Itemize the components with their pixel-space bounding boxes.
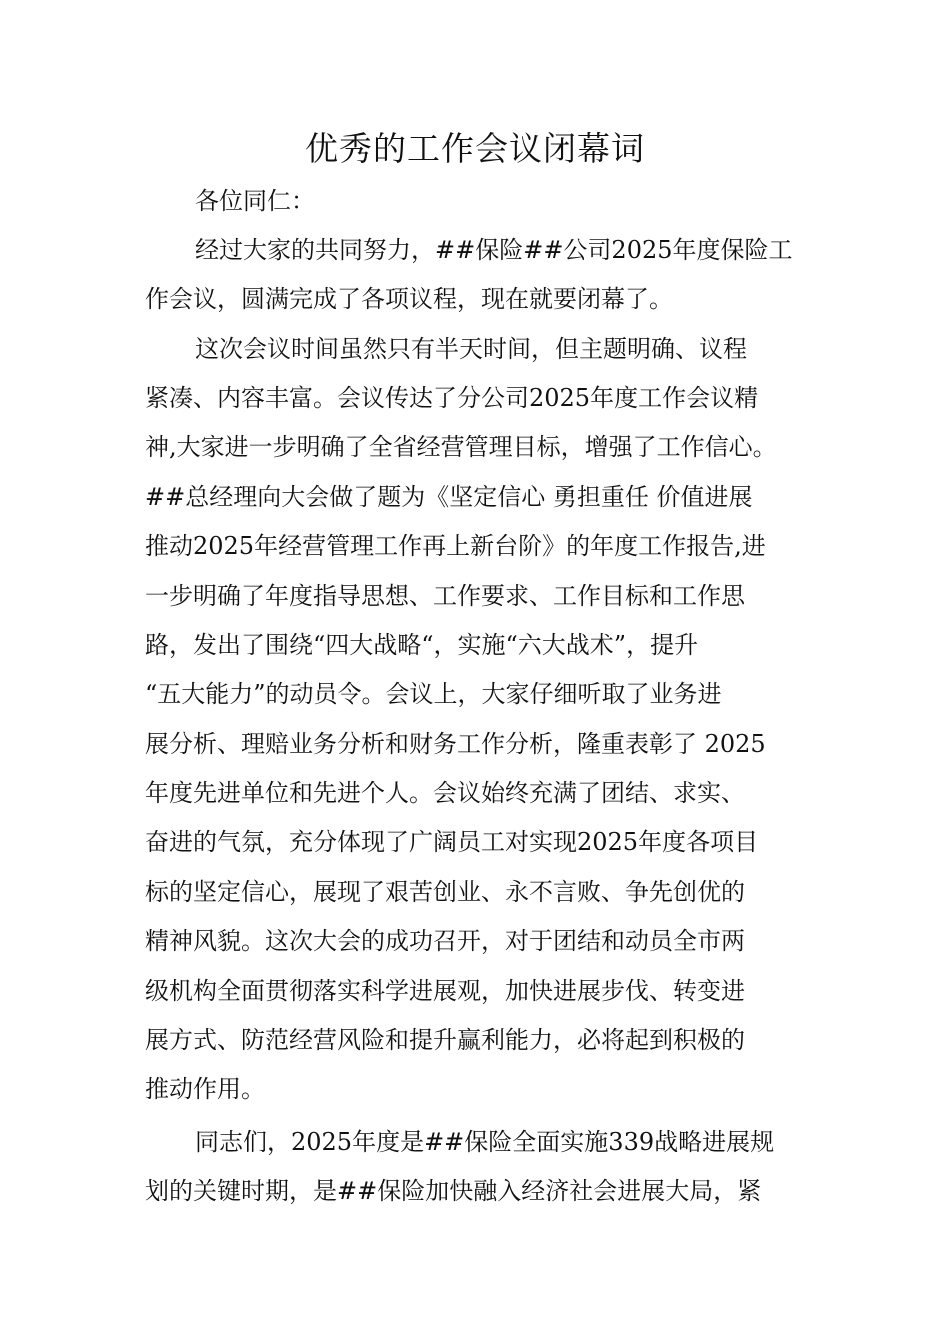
paragraph-line: 紧凑、内容丰富。会议传达了分公司2025年度工作会议精 — [145, 384, 759, 412]
paragraph-line: “五大能力”的动员令。会议上，大家仔细听取了业务进 — [145, 680, 722, 708]
paragraph-line: ##总经理向大会做了题为《坚定信心 勇担重任 价值进展 — [145, 483, 753, 511]
paragraph-line: 一步明确了年度指导思想、工作要求、工作目标和工作思 — [145, 582, 745, 610]
paragraph-line: 奋进的气氛，充分体现了广阔员工对实现2025年度各项目 — [145, 828, 759, 856]
paragraph-line: 这次会议时间虽然只有半天时间，但主题明确、议程 — [195, 335, 747, 363]
greeting: 各位同仁： — [195, 187, 315, 215]
paragraph-line: 经过大家的共同努力，##保险##公司2025年度保险工 — [195, 236, 793, 264]
paragraph-line: 标的坚定信心，展现了艰苦创业、永不言败、争先创优的 — [145, 878, 745, 906]
document-title: 优秀的工作会议闭幕词 — [305, 129, 645, 168]
paragraph-line: 年度先进单位和先进个人。会议始终充满了团结、求实、 — [145, 779, 745, 807]
paragraph-line: 同志们，2025年度是##保险全面实施339战略进展规 — [195, 1128, 775, 1156]
paragraph-line: 神,大家进一步明确了全省经营管理目标，增强了工作信心。 — [145, 433, 777, 461]
paragraph-line: 级机构全面贯彻落实科学进展观，加快进展步伐、转变进 — [145, 977, 745, 1005]
paragraph-line: 展分析、理赔业务分析和财务工作分析，隆重表彰了 2025 — [145, 730, 766, 758]
paragraph-line: 作会议，圆满完成了各项议程，现在就要闭幕了。 — [145, 285, 673, 313]
paragraph-line: 推动作用。 — [145, 1075, 265, 1103]
paragraph-line: 划的关键时期，是##保险加快融入经济社会进展大局，紧 — [145, 1177, 762, 1205]
paragraph-line: 路，发出了围绕“四大战略“，实施“六大战术”，提升 — [145, 631, 699, 659]
paragraph-line: 推动2025年经营管理工作再上新台阶》的年度工作报告,进 — [145, 532, 766, 560]
paragraph-line: 精神风貌。这次大会的成功召开，对于团结和动员全市两 — [145, 927, 745, 955]
paragraph-line: 展方式、防范经营风险和提升赢利能力，必将起到积极的 — [145, 1026, 745, 1054]
